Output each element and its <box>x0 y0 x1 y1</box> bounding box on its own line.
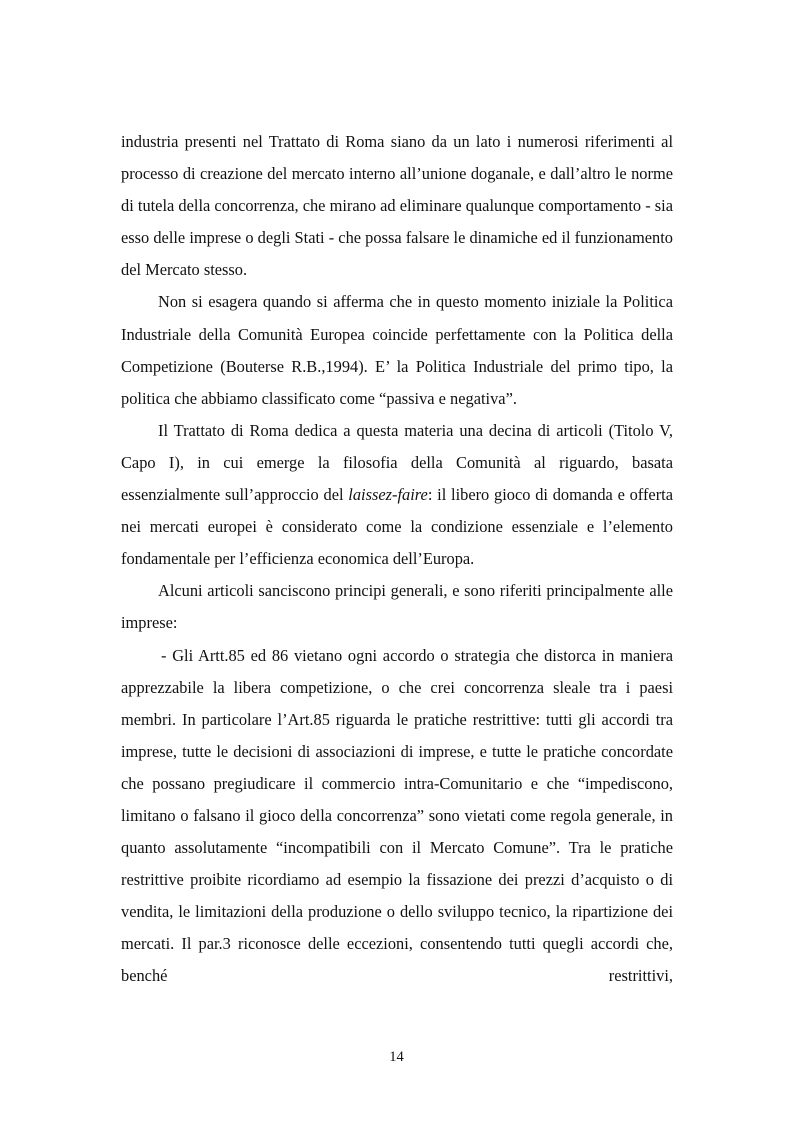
paragraph-text: Alcuni articoli sanciscono principi generali, e sono riferiti principalmente alle imprese: <box>121 581 673 633</box>
paragraph-treaty-overview <box>121 126 673 286</box>
italic-term: laissez-faire <box>348 485 428 505</box>
paragraph-articles-85-86 <box>121 640 673 993</box>
paragraph-text: - Gli Artt.85 ed 86 vietano ogni accordo o strategia che distorca in maniera apprezzabile la libera competizione, o che crei concorrenza sleale tra i paesi membri. In particolare l’Art.85 riguarda le pratiche restrittive: tutti gli accordi tra imprese, tutte le decisioni di associazioni di imprese, e tutte le pratiche concordate che possano pregiudicare il commercio intra-Comunitario e che “impediscono, limitano o falsano il gioco della concorrenza” sono vietati come regola generale, in quanto assolutamente “incompatibili con il Mercato Comune”. Tra le pratiche restrittive proibite ricordiamo ad esempio la fissazione dei prezzi d’acquisto o di vendita, le limitazioni della produzione o dello sviluppo tecnico, la ripartizione dei mercati. Il par.3 riconosce delle eccezioni, consentendo tutti quegli accordi che, benché restrittivi, <box>121 645 673 986</box>
body-text <box>121 126 673 993</box>
paragraph-text: industria presenti nel Trattato di Roma siano da un lato i numerosi riferimenti al processo di creazione del mercato interno all’unione doganale, e dall’altro le norme di tutela della concorrenza, che mirano ad eliminare qualunque comportamento - sia esso delle imprese o degli Stati - che possa falsare le dinamiche ed il funzionamento del Mercato stesso. <box>121 132 673 280</box>
paragraph-laissez-faire <box>121 415 673 575</box>
paragraph-text: : il libero gioco di domanda e offerta nei mercati europei è considerato come la condizione essenziale e l’elemento fondamentale per l’efficienza economica dell’Europa. <box>121 485 673 569</box>
paragraph-text: Non si esagera quando si afferma che in questo momento iniziale la Politica Industriale della Comunità Europea coincide perfettamente con la Politica della Competizione (Bouterse R.B.,1994). E’ la Politica Industriale del primo tipo, la politica che abbiamo classificato come “passiva e negativa”. <box>121 292 673 408</box>
paragraph-general-principles <box>121 575 673 639</box>
paragraph-competition-policy <box>121 286 673 414</box>
page-number: 14 <box>389 1049 404 1065</box>
paragraph-text: Il Trattato di Roma dedica a questa materia una decina di articoli (Titolo V, Capo I), in cui emerge la filosofia della Comunità al riguardo, basata essenzialmente sull’approccio del <box>121 420 673 505</box>
